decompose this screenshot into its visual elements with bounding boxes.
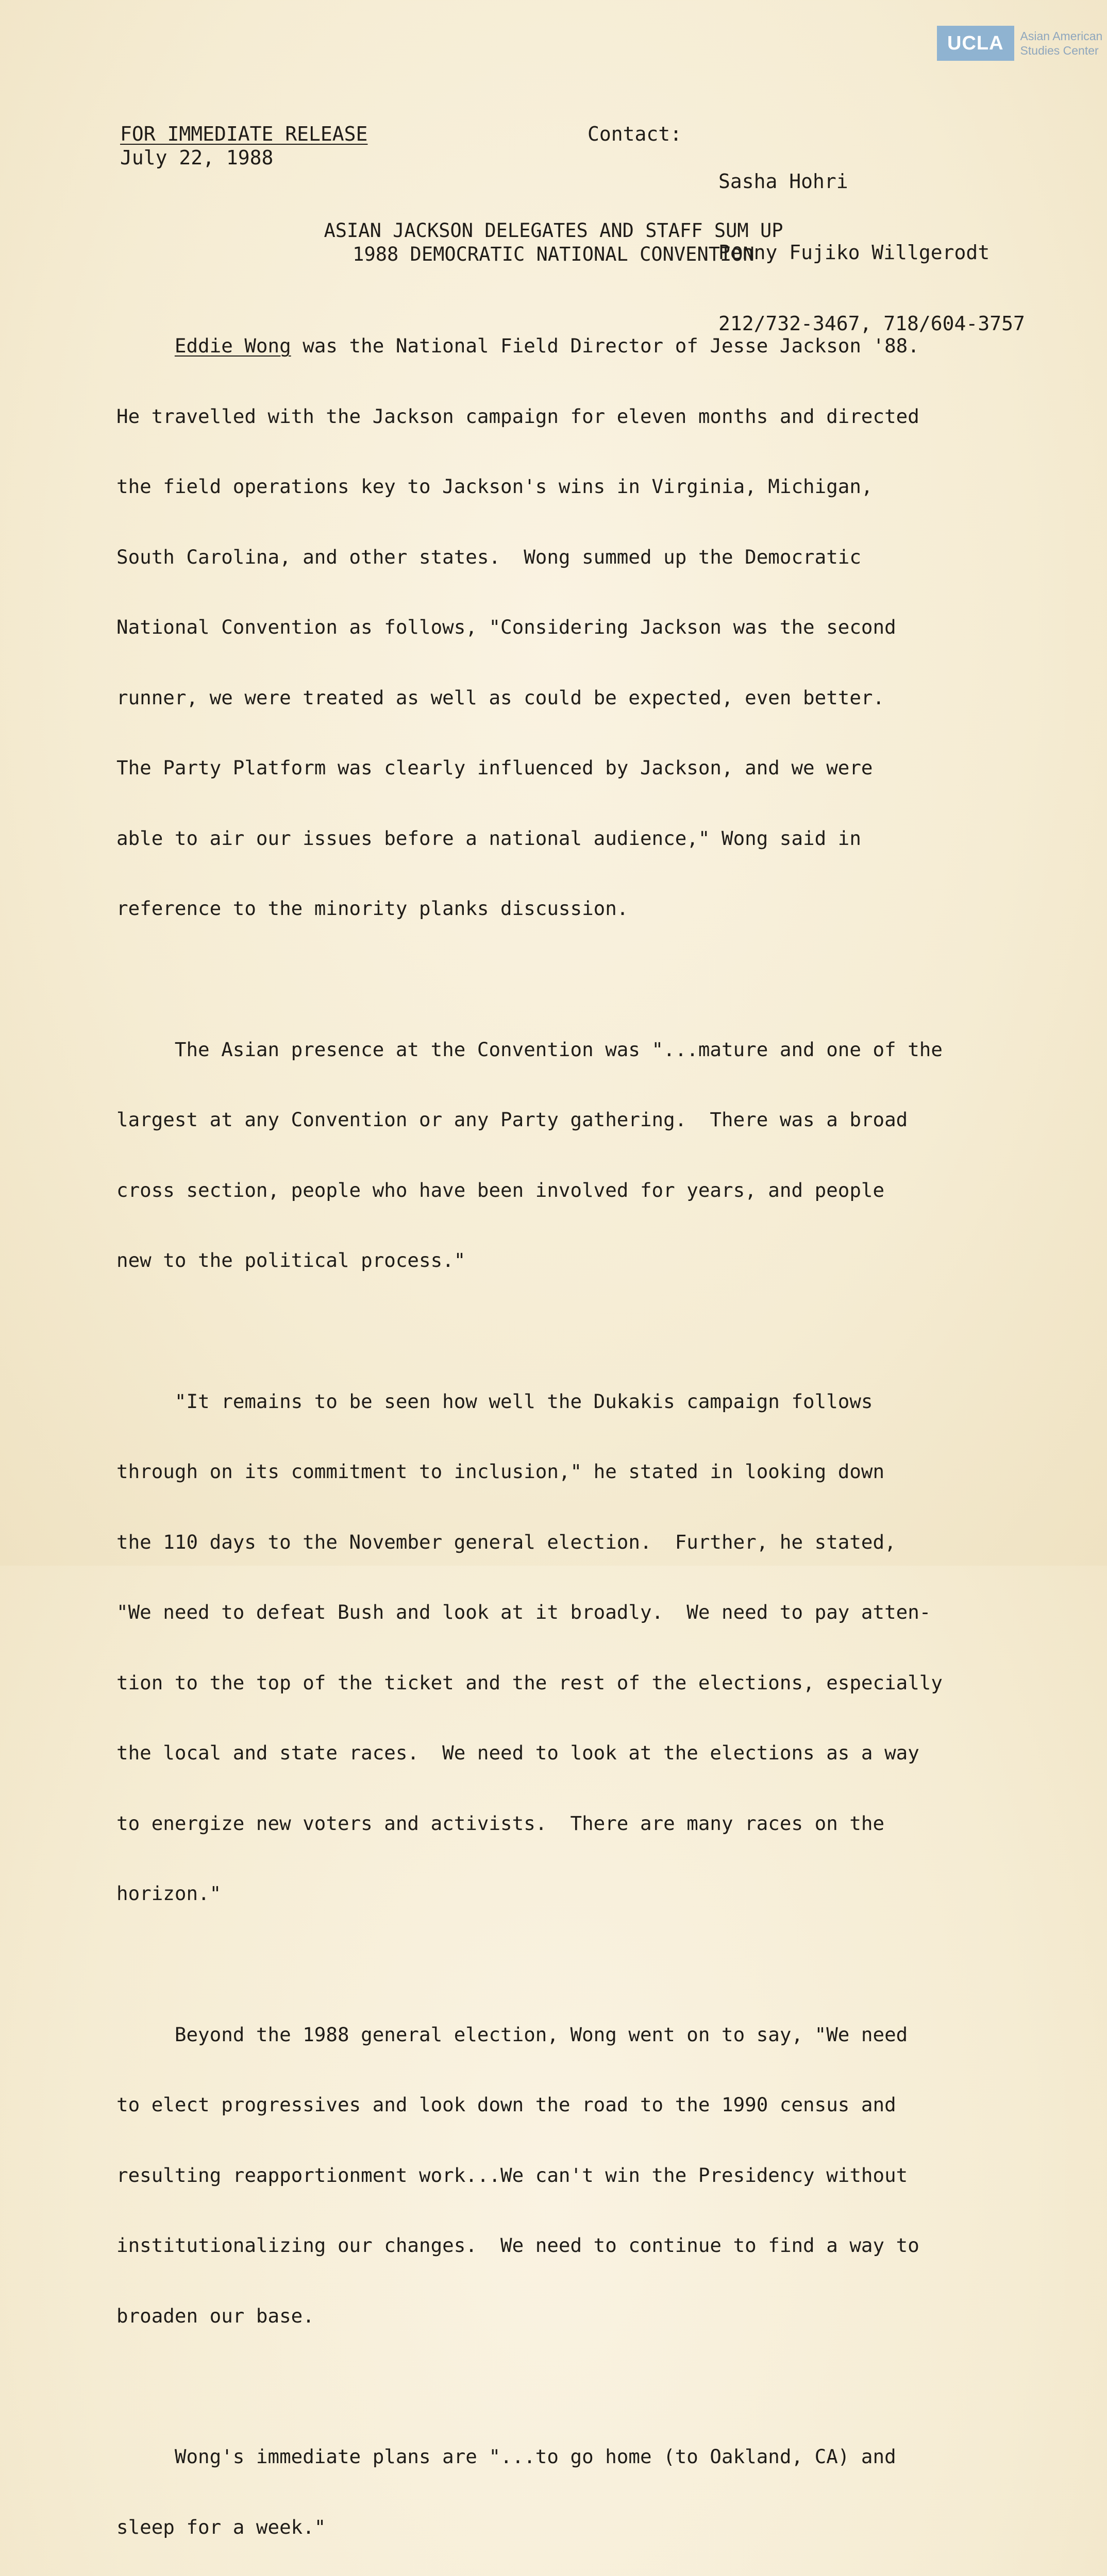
paragraph-immediate-plans <box>116 2398 1054 2576</box>
text-line: largest at any Convention or any Party gathering. There was a broad <box>116 1108 908 1131</box>
text-line: able to air our issues before a national audience," Wong said in <box>116 826 861 850</box>
text-line: runner, we were treated as well as could be expected, even better. <box>116 686 885 709</box>
logo-caption-line2: Studies Center <box>1020 44 1099 57</box>
text-line: horizon." <box>116 1882 222 1905</box>
contact-name-1: Sasha Hohri <box>718 170 848 193</box>
text-line: resulting reapportionment work...We can't win the Presidency without <box>116 2163 908 2187</box>
text-line: to elect progressives and look down the road to the 1990 census and <box>116 2093 896 2116</box>
text-fragment: was the National Field Director of Jesse Jackson '88. <box>291 334 919 357</box>
paragraph-dukakis <box>116 1343 1054 1953</box>
paragraph-beyond-election <box>116 1976 1054 2375</box>
press-release-body <box>116 287 1054 2576</box>
contact-name-2: Penny Fujiko Willgerodt <box>718 241 990 264</box>
contact-label: Contact: <box>588 123 682 145</box>
text-line: Beyond the 1988 general election, Wong went on to say, "We need <box>116 2023 908 2046</box>
logo-caption-line1: Asian American <box>1020 29 1103 43</box>
paragraph-eddie-wong <box>116 287 1054 968</box>
release-date: July 22, 1988 <box>120 146 274 169</box>
text-line: the 110 days to the November general election. Further, he stated, <box>116 1530 896 1553</box>
release-block <box>120 122 367 170</box>
text-line: new to the political process." <box>116 1249 466 1272</box>
release-notice: FOR IMMEDIATE RELEASE <box>120 123 368 145</box>
ucla-logo-badge: UCLA <box>937 26 1014 61</box>
text-line: to energize new voters and activists. There are many races on the <box>116 1811 885 1835</box>
paragraph-asian-presence <box>116 991 1054 1319</box>
text-line: He travelled with the Jackson campaign for eleven months and directed <box>116 404 919 428</box>
text-line: reference to the minority planks discussion. <box>116 897 629 920</box>
headline-line-1: ASIAN JACKSON DELEGATES AND STAFF SUM UP <box>324 219 783 242</box>
ucla-aasc-logo <box>937 26 1102 61</box>
headline-line-2: 1988 DEMOCRATIC NATIONAL CONVENTION <box>353 243 754 265</box>
text-line: institutionalizing our changes. We need to continue to find a way to <box>116 2234 919 2257</box>
text-line: South Carolina, and other states. Wong summed up the Democratic <box>116 545 861 568</box>
text-line: cross section, people who have been involved for years, and people <box>116 1178 885 1201</box>
headline <box>0 219 1107 266</box>
text-line: sleep for a week." <box>116 2515 326 2538</box>
text-line: Wong's immediate plans are "...to go home (to Oakland, CA) and <box>116 2445 896 2468</box>
text-line: through on its commitment to inclusion," he stated in looking down <box>116 1460 885 1483</box>
text-line <box>116 334 1054 358</box>
contact-phones: 212/732-3467, 718/604-3757 <box>718 312 1025 335</box>
text-line: the local and state races. We need to look at the elections as a way <box>116 1741 919 1764</box>
text-line: tion to the top of the ticket and the rest of the elections, especially <box>116 1671 943 1694</box>
logo-caption <box>1020 29 1103 58</box>
text-line: broaden our base. <box>116 2304 314 2327</box>
text-line: "It remains to be seen how well the Dukakis campaign follows <box>116 1389 873 1413</box>
text-line: The Party Platform was clearly influenced by Jackson, and we were <box>116 756 873 779</box>
text-line: National Convention as follows, "Considering Jackson was the second <box>116 616 896 638</box>
text-line: The Asian presence at the Convention was "...mature and one of the <box>116 1038 943 1061</box>
text-line: the field operations key to Jackson's wins in Virginia, Michigan, <box>116 475 873 498</box>
person-name-eddie-wong: Eddie Wong <box>174 334 291 357</box>
text-line: "We need to defeat Bush and look at it broadly. We need to pay atten- <box>116 1601 931 1623</box>
